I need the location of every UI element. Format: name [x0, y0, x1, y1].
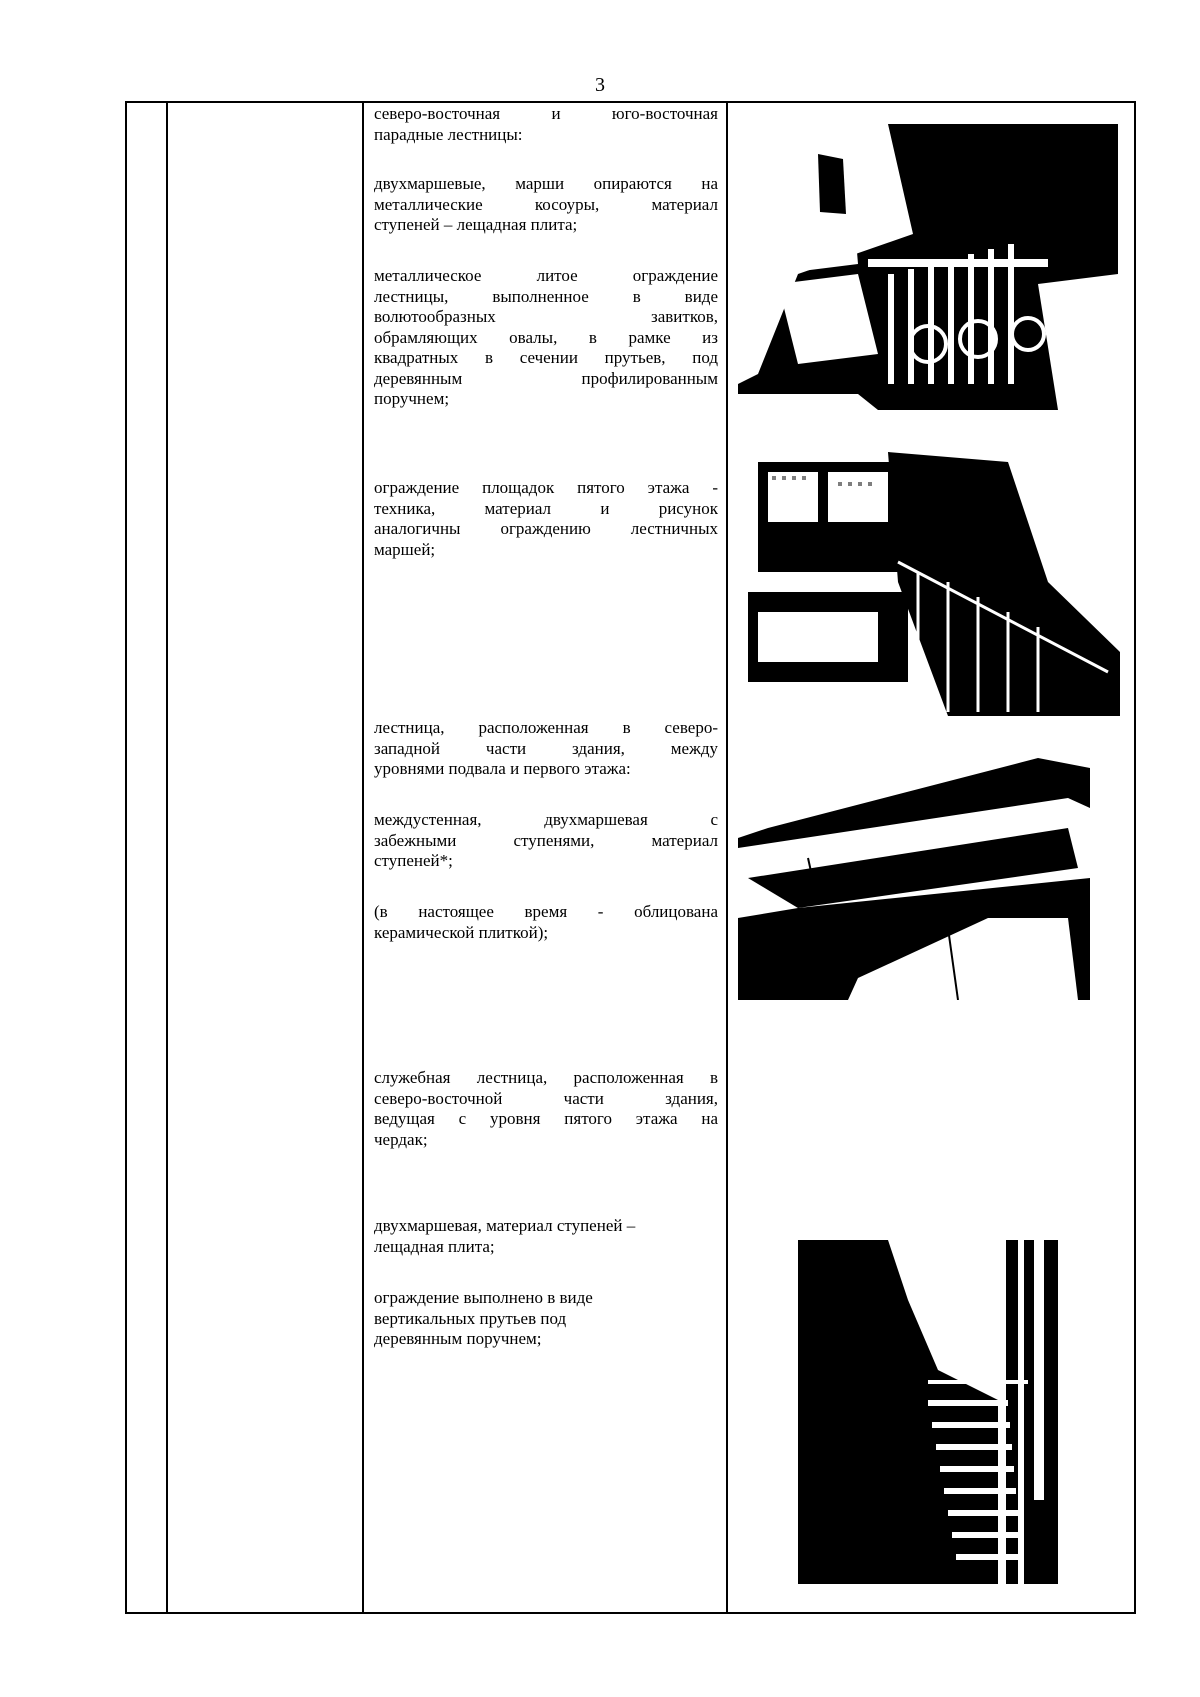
page-number: 3 [595, 74, 605, 96]
fifth-floor-landing-photo [748, 432, 1120, 716]
service-stair-structure-text: двухмаршевая, материал ступеней – лещадная плита; [374, 1216, 636, 1256]
main-stairs-structure-text: двухмаршевые, марши опираются на металлические косоуры, материал ступеней – лещадная плита; [374, 174, 718, 234]
fifth-floor-landing-railing-text: ограждение площадок пятого этажа - техника, материал и рисунок аналогичны ограждению лестничных маршей; [374, 478, 718, 559]
nw-basement-stair-photo [738, 738, 1090, 1000]
service-stair-photo [798, 1240, 1058, 1584]
nw-stair-current-text: (в настоящее время - облицована керамической плиткой); [374, 902, 718, 942]
nw-stair-structure-text: междустенная, двухмаршевая с забежными ступенями, материал ступеней*; [374, 810, 718, 870]
ne-se-main-stairs-text: северо-восточная и юго-восточная парадные лестницы: [374, 104, 718, 144]
nw-basement-stair-text: лестница, расположенная в северо- западной части здания, между уровнями подвала и первого этажа: [374, 718, 718, 778]
main-stairs-railing-text: металлическое литое ограждение лестницы, выполненное в виде волютообразных завитков, обрамляющих овалы, в рамке из квадратных в сечении прутьев, под деревянным профилированным поручнем; [374, 266, 718, 408]
service-stair-railing-text: ограждение выполнено в виде вертикальных прутьев под деревянным поручнем; [374, 1288, 593, 1348]
main-staircase-photo [738, 124, 1118, 410]
service-stair-text: служебная лестница, расположенная в северо-восточной части здания, ведущая с уровня пятого этажа на чердак; [374, 1068, 718, 1149]
